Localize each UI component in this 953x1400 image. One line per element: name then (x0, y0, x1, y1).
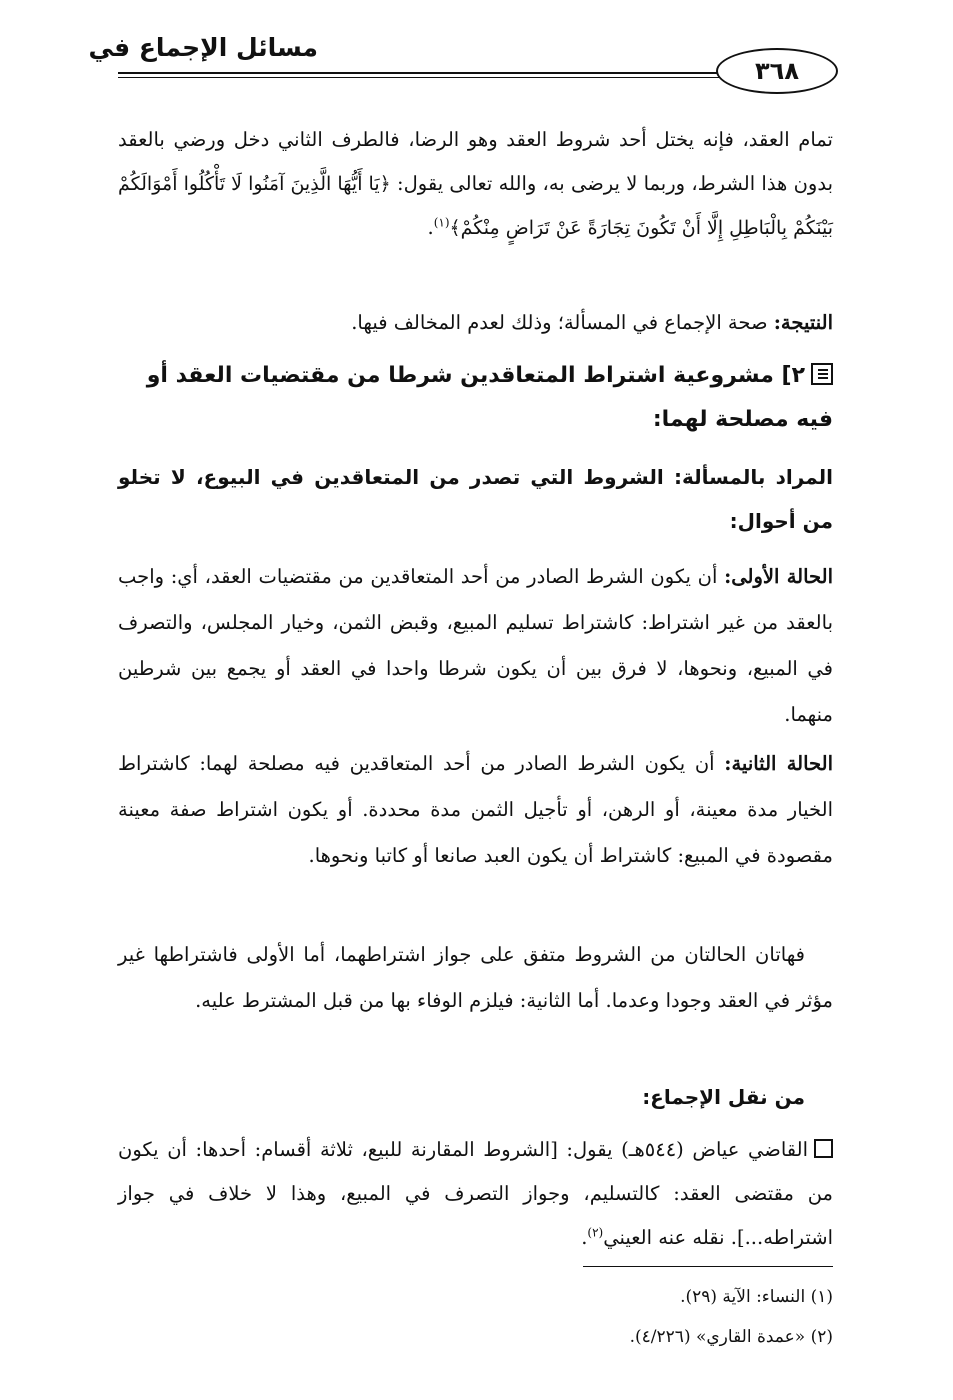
footnote-ref-1: (١) (433, 215, 450, 230)
result-label: النتيجة: (773, 311, 833, 334)
footnote-1: (١) النساء: الآية (٢٩). (680, 1287, 833, 1307)
case-two-label: الحالة الثانية: (724, 752, 833, 775)
case-one-text: أن يكون الشرط الصادر من أحد المتعاقدين من مقتضيات العقد، أي: واجب بالعقد من غير اشتراط: كاشتراط تسليم المبيع، وقبض الثمن، وخيار المجلس، والتصرف في المبيع، ونحوها، لا فرق بين أن يكون شرطا واحدا في العقد أو يجمع بين شرطين منهما. (118, 565, 833, 726)
intro-end: . (427, 216, 434, 239)
document-icon (811, 363, 833, 385)
result-paragraph (118, 303, 833, 343)
section-number: ٢] (781, 363, 805, 388)
page-number: ٣٦٨ (716, 48, 838, 94)
ijma-transmitters-heading: من نقل الإجماع: (642, 1085, 805, 1109)
case-one-label: الحالة الأولى: (724, 565, 833, 588)
intro-text: تمام العقد، فإنه يختل أحد شروط العقد وهو الرضا، فالطرف الثاني دخل ورضي بالعقد بدون هذا الشرط، وربما لا يرضى به، والله تعالى يقول: (118, 128, 833, 195)
meaning-label: المراد بالمسألة: (674, 465, 833, 489)
ijma-quote-paragraph (118, 1128, 833, 1260)
meaning-paragraph (118, 455, 833, 543)
case-one-paragraph (118, 554, 833, 738)
footnote-2: (٢) «عمدة القاري» (٤/٢٢٦). (629, 1327, 833, 1347)
ijma-quote-text: القاضي عياض (٥٤٤هـ) يقول: [الشروط المقارنة للبيع، ثلاثة أقسام: أحدها: أن يكون من مقتضى العقد: كالتسليم، وجواز التصرف في المبيع، وهذا لا خلاف في جواز اشتراطه...]. نقله عنه العيني (118, 1138, 833, 1249)
running-header-title: مسائل الإجماع في (88, 33, 318, 62)
result-text: صحة الإجماع في المسألة؛ وذلك لعدم المخالف فيها. (351, 311, 774, 334)
section-title-text: مشروعية اشتراط المتعاقدين شرطا من مقتضيات العقد أو فيه مصلحة لهما: (146, 363, 833, 432)
meaning-text: الشروط التي تصدر من المتعاقدين في البيوع، لا تخلو من أحوال: (118, 465, 833, 533)
case-two-paragraph (118, 741, 833, 879)
ijma-quote-end: . (581, 1226, 588, 1249)
section-title (118, 354, 833, 442)
checkbox-icon (814, 1139, 833, 1158)
summary-paragraph: فهاتان الحالتان من الشروط متفق على جواز اشتراطهما، أما الأولى فاشتراطها غير مؤثر في العقد وجودا وعدما. أما الثانية: فيلزم الوفاء بها من قبل المشترط عليه. (118, 943, 833, 1012)
case-two-text: أن يكون الشرط الصادر من أحد المتعاقدين فيه مصلحة لهما: كاشتراط الخيار مدة معينة، أو الرهن، أو تأجيل الثمن مدة محددة. أو يكون اشتراط صفة معينة مقصودة في المبيع: كاشتراط أن يكون العبد صانعا أو كاتبا ونحوها. (118, 752, 833, 867)
footnote-ref-2: (٢) (587, 1225, 604, 1240)
quran-verse: ﴿يَا أَيُّهَا الَّذِينَ آمَنُوا لَا تَأْكُلُوا أَمْوَالَكُمْ بَيْنَكُمْ بِالْبَاطِلِ إِلَّا أَنْ تَكُونَ تِجَارَةً عَنْ تَرَاضٍ مِنْكُمْ﴾ (118, 173, 833, 239)
footnote-divider (583, 1266, 833, 1267)
intro-paragraph (118, 118, 833, 250)
